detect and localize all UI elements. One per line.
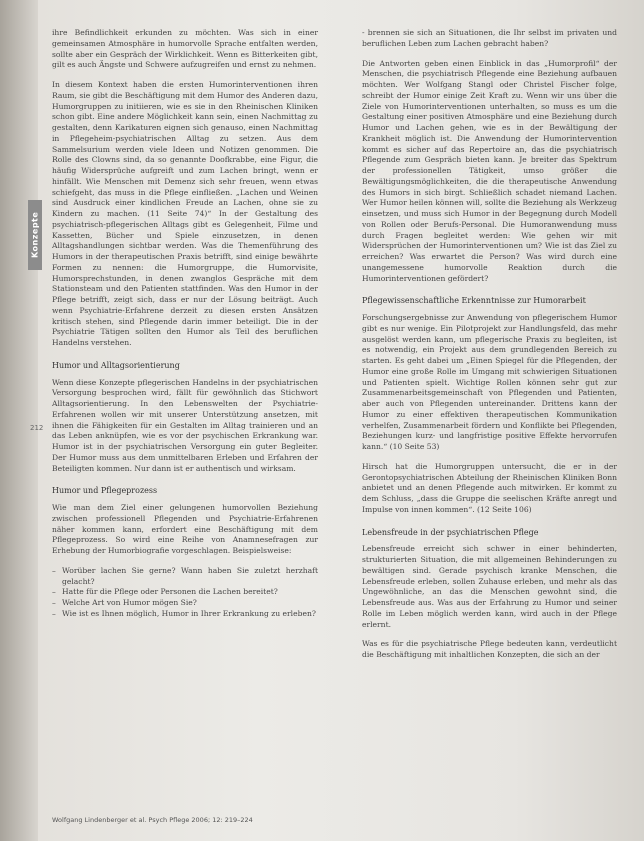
paragraph: ihre Befindlichkeit erkunden zu möchten. Was sich in einer gemeinsamen Atmosphäre in humorvolle Sprache entfalten werden, sollte aber ein Gespräch der Wirklichkeit. Wenn es Bitterkeiten gibt, gilt es auch Ängste und Schwere aufzugreifen und ernst zu nehmen. <box>52 28 318 70</box>
paragraph: Die Antworten geben einen Einblick in das „Humorprofil“ der Menschen, die psychiatrisch Pflegende eine Beziehung aufbauen möchten. Wer Wolfgang Stangl oder Christel Fischer folge, schreibt der Humor einige Zeit Kraft zu. Wenn wir uns über die Ziele von Humorinterventionen unterhalten, so muss es um die Gestaltung einer positiven Atmosphäre und eine Beziehung durch Humor und Lachen gehen, wie es in der Bewältigung der Krankheit möglich ist. Die Anwendung der Humorintervention kommt es sicher auf das Repertoire an, das die psychiatrisch Pflegende zum Gespräch bieten kann. Je breiter das Spektrum der professionellen Tätigkeit, umso größer die Bewältigungsmöglichkeiten, die die therapeutische Anwendung des Humors in sich birgt. Schließlich schadet niemand Lachen. Wer Humor heilen können will, sollte die Beziehung als Werkzeug einsetzen, und muss sich Humor in der Begegnung durch Modell von Rollen oder Berufs-Personal. Die Humoranwendung muss durch Fragen begleitet werden: Wie gehen wir mit Widersprüchen der Humorinterventionen um? Wie ist das Ziel zu erreichen? Was erwartet die Person? Was wird durch eine unangemessene humorvolle Reaktion durch die Humorinterventionen gefördert? <box>362 58 617 283</box>
section-heading: Humor und Pflegeprozess <box>52 486 158 496</box>
paragraph: In diesem Kontext haben die ersten Humorinterventionen ihren Raum, sie gibt die Beschäftigung mit dem Humor des Anderen dazu, Humorgruppen zu initiieren, wie es sie in den Rheinischen Kliniken schon gibt. Eine andere Möglichkeit kann sein, einen Nachmittag zu gestalten, denn Karikaturen eignen sich genauso, einen Nachmittag in Pflegeheim-psychiatrischen Alltag zu setzen. Aus dem Sammelsurium werden viele Ideen und Notizen genommen. Die Rolle des Clowns sind, da so genannte Doofkrabbe, eine Figur, die häufig Widersprüche aufgreift und zum Lachen bringt, wenn er hinfällt. Wie Menschen mit Demenz sich sehr freuen, wenn etwas schiefgeht, das muss in die Pflege einfließen. „Lachen und Weinen sind Ausdruck einer kindlichen Freude an Lachen, ohne sie zu Kindern zu machen. (11 Seite 74)“ In der Gestaltung des psychiatrisch-pflegerischen Alltags gibt es Gelegenheit, Filme und Kassetten, Bücher und Spiele einzusetzen, in denen Alltagshandlungen sichtbar werden. Was die Themenführung des Humors in der therapeutischen Praxis betrifft, sind einige bewährte Formen zu nennen: die Humorgruppe, die Humorvisite, Humorsprechstunden, in denen zwanglos Gespräche mit dem Stationsteam und den Patienten stattfinden. Was den Humor in der Pflege betrifft, zeigt sich, dass er nur der Lösung beiträgt. Auch wenn Psychiatrie-Erfahrene derzeit zu diesen ersten Ansätzen kritisch stehen, sind Pflegende darin immer beteiligt. Die in der Psychiatrie Tätigen sollten den Humor als Teil des beruflichen Handelns verstehen. <box>52 80 318 347</box>
paragraph: Wenn diese Konzepte pflegerischen Handelns in der psychiatrischen Versorgung besprochen wird, fällt für gewöhnlich das Stichwort Alltagsorientierung. In den Lebenswelten der Psychiatrie-Erfahrenen wollen wir mit unserer Unterstützung ansetzen, mit ihnen die Fähigkeiten für ein Gestalten im Alltag trainieren und an das Leben anknüpfen, wie es vor der psychischen Erkrankung war. Humor ist in der psychiatrischen Versorgung ein guter Begleiter. Der Humor muss aus dem unmittelbaren Erleben und Erfahren der Beteiligten kommen. Nur dann ist er authentisch und wirksam. <box>52 377 318 473</box>
list-item: – Welche Art von Humor mögen Sie? <box>62 598 318 609</box>
list-item: – Worüber lachen Sie gerne? Wann haben Sie zuletzt herzhaft gelacht? <box>62 566 318 588</box>
list-item: – Wie ist es Ihnen möglich, Humor in Ihrer Erkrankung zu erleben? <box>62 609 318 620</box>
citation-footer: Wolfgang Lindenberger et al. Psych Pflege 2006; 12: 219–224 <box>52 816 253 824</box>
list-item: – Hatte für die Pflege oder Personen die Lachen bereitet? <box>62 587 318 598</box>
section-heading: Humor und Alltagsorientierung <box>52 360 180 370</box>
paragraph: Hirsch hat die Humorgruppen untersucht, die er in der Gerontopsychiatrischen Abteilung der Rheinischen Kliniken Bonn anbietet und an denen Pflegende auch mitwirken. Er kommt zu dem Schluss, „dass die Gruppe die seelischen Kräfte anregt und Impulse von innen kommen“. (12 Seite 106) <box>362 461 617 514</box>
section-heading: Pflegewissenschaftliche Erkenntnisse zur Humorarbeit <box>362 296 586 306</box>
paragraph: Was es für die psychiatrische Pflege bedeuten kann, verdeutlicht die Beschäftigung mit inhaltlichen Konzepten, die sich an der <box>362 639 617 659</box>
section-heading: Lebensfreude in der psychiatrischen Pflege <box>362 527 539 537</box>
paragraph: - brennen sie sich an Situationen, die Ihr selbst im privaten und beruflichen Leben zum Lachen gebracht haben? <box>362 28 617 48</box>
page-number: 212 <box>30 424 44 432</box>
question-list <box>52 566 318 620</box>
binding-gutter <box>0 0 38 841</box>
paragraph: Wie man dem Ziel einer gelungenen humorvollen Beziehung zwischen professionell Pflegenden und Psychiatrie-Erfahrenen näher kommen kann, erfordert eine Beschäftigung mit dem Pflegeprozess. So wird eine Reihe von Anamnesefragen zur Erhebung der Humorbiografie vorgeschlagen. Beispielsweise: <box>52 503 318 555</box>
section-tab: Konzepte <box>28 200 42 270</box>
paragraph: Forschungsergebnisse zur Anwendung von pflegerischem Humor gibt es nur wenige. Ein Pilotprojekt zur Handlungsfeld, das mehr ausgelöst werden kann, um pflegerische Praxis zu begleiten, ist es notwendig, ein Projekt aus dem grundlegenden Bereich zu starten. Es geht dabei um „Einen Spiegel für die Pflegenden, der Humor eine große Rolle im Umgang mit schwierigen Situationen und Patienten spielt. Wichtige Rollen können sehr gut zur Zusammenarbeitsgemeinschaft von Pflegenden und Patienten, aber auch von Pflegenden untereinander. Drittens kann der Humor zu einer effektiven therapeutischen Kommunikation verhelfen, Zusammenarbeit fördern und Konflikte bei Pflegenden, Beziehungen kurz- und langfristige positive Effekte hervorrufen kann.“ (10 Seite 53) <box>362 313 617 451</box>
right-column <box>362 28 617 670</box>
left-column <box>52 28 318 620</box>
paragraph: Lebensfreude erreicht sich schwer in einer behinderten, strukturierten Situation, die mit allgemeinen Behinderungen zu bewältigen sind. Gerade psychisch kranke Menschen, die Lebensfreude erleben, sollen Zuhause erleben, und mehr als das Ungewöhnliche, an das die Menschen gewohnt sind, die Lebensfreude aus. Was aus der Erfahrung zu Humor und seiner Rolle im Leben möglich werden kann, wird auch in der Pflege erlernt. <box>362 544 617 629</box>
